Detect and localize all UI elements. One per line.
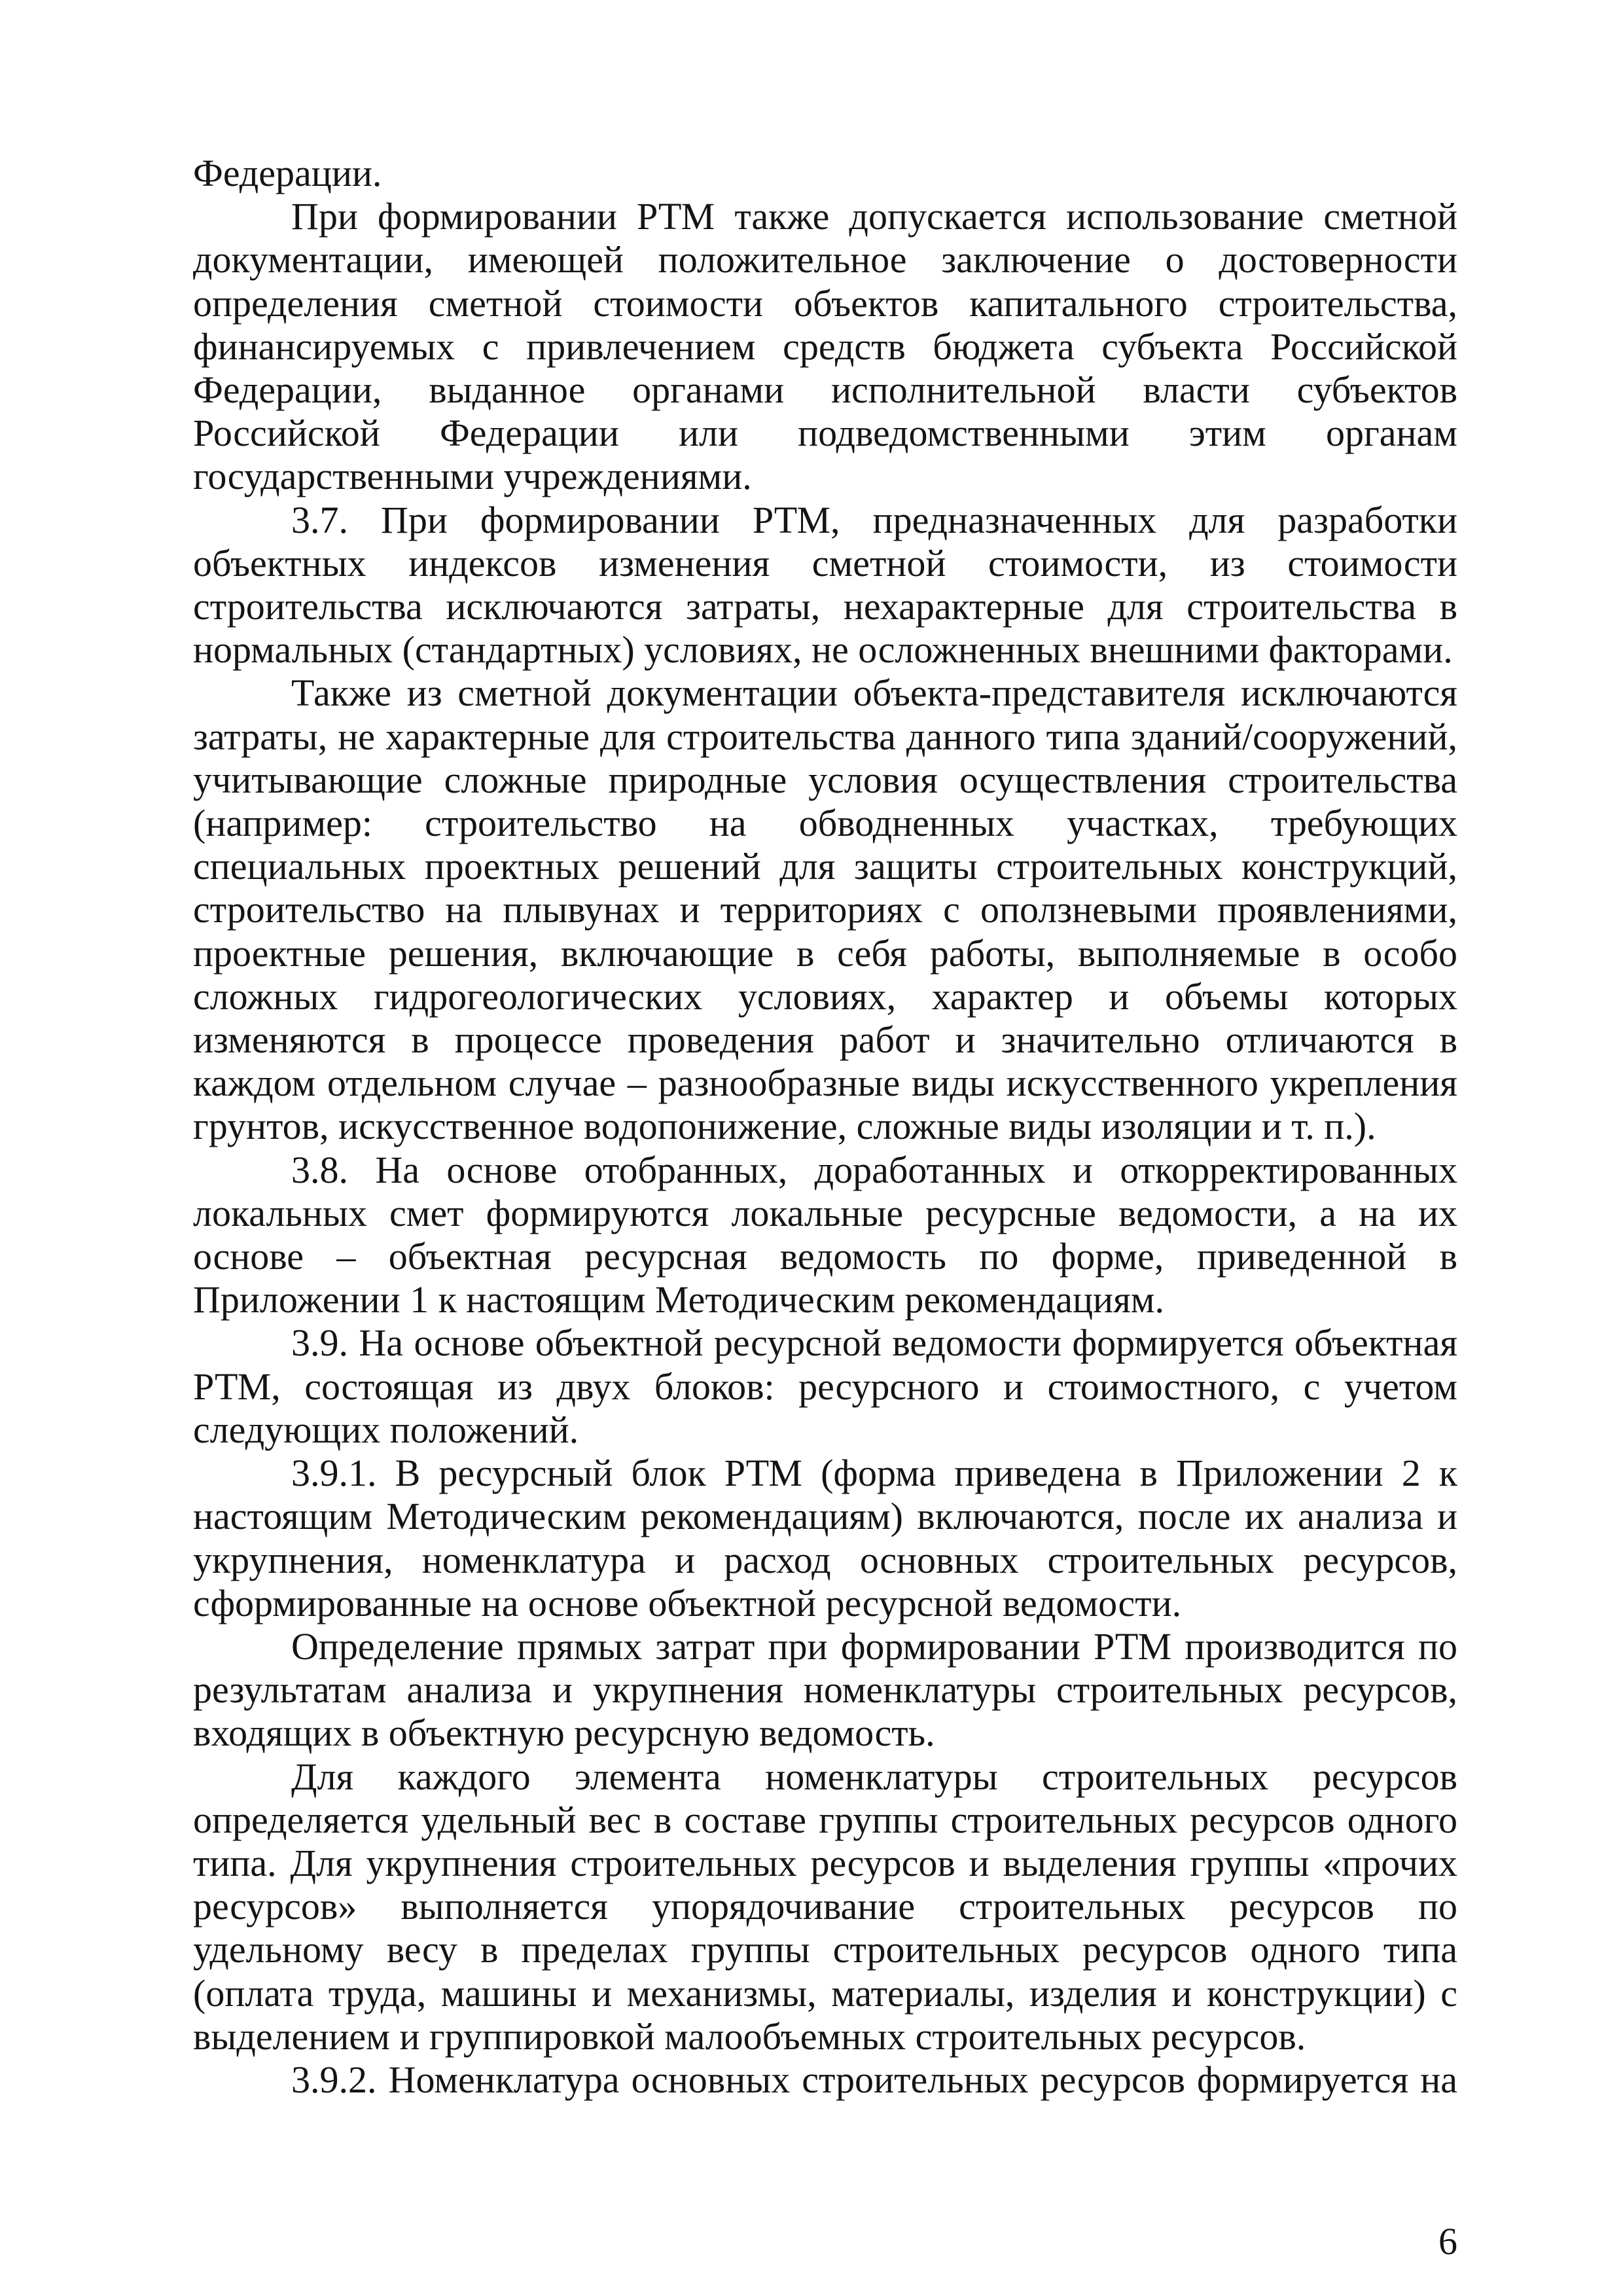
document-body [193, 152, 1457, 2102]
paragraph: Определение прямых затрат при формировании РТМ производится по результатам анализа и укрупнения номенклатуры строительных ресурсов, входящих в объектную ресурсную ведомость. [193, 1624, 1457, 1755]
paragraph: При формировании РТМ также допускается использование сметной документации, имеющей положительное заключение о достоверности определения сметной стоимости объектов капитального строительства, финансируемых с привлечением средств бюджета субъекта Российской Федерации, выданное органами исполнительной власти субъектов Российской Федерации или подведомственными этим органам государственными учреждениями. [193, 195, 1457, 498]
paragraph: Федерации. [193, 152, 382, 194]
paragraph: 3.9. На основе объектной ресурсной ведомости формируется объектная РТМ, состоящая из двух блоков: ресурсного и стоимостного, с учетом следующих положений. [193, 1321, 1457, 1451]
page-number: 6 [1438, 2220, 1457, 2263]
paragraph: 3.8. На основе отобранных, доработанных и откорректированных локальных смет формируются локальные ресурсные ведомости, а на их основе – объектная ресурсная ведомость по форме, приведенной в Приложении 1 к настоящим Методическим рекомендациям. [193, 1148, 1457, 1321]
paragraph: 3.7. При формировании РТМ, предназначенных для разработки объектных индексов изменения сметной стоимости, из стоимости строительства исключаются затраты, нехарактерные для строительства в нормальных (стандартных) условиях, не осложненных внешними факторами. [193, 498, 1457, 672]
paragraph: 3.9.1. В ресурсный блок РТМ (форма приведена в Приложении 2 к настоящим Методическим рекомендациям) включаются, после их анализа и укрупнения, номенклатура и расход основных строительных ресурсов, сформированные на основе объектной ресурсной ведомости. [193, 1452, 1457, 1624]
paragraph-last: 3.9.2. Номенклатура основных строительных ресурсов формируется на [291, 2058, 1457, 2101]
paragraph: Для каждого элемента номенклатуры строительных ресурсов определяется удельный вес в составе группы строительных ресурсов одного типа. Для укрупнения строительных ресурсов и выделения группы «прочих ресурсов» выполняется упорядочивание строительных ресурсов по удельному весу в пределах группы строительных ресурсов одного типа (оплата труда, машины и механизмы, материалы, изделия и конструкции) с выделением и группировкой малообъемных строительных ресурсов. [193, 1755, 1457, 2058]
paragraph: Также из сметной документации объекта-представителя исключаются затраты, не характерные для строительства данного типа зданий/сооружений, учитывающие сложные природные условия осуществления строительства (например: строительство на обводненных участках, требующих специальных проектных решений для защиты строительных конструкций, строительство на плывунах и территориях с оползневыми проявлениями, проектные решения, включающие в себя работы, выполняемые в особо сложных гидрогеологических условиях, характер и объемы которых изменяются в процессе проведения работ и значительно отличаются в каждом отдельном случае – разнообразные виды искусственного укрепления грунтов, искусственное водопонижение, сложные виды изоляции и т. п.). [193, 672, 1457, 1148]
